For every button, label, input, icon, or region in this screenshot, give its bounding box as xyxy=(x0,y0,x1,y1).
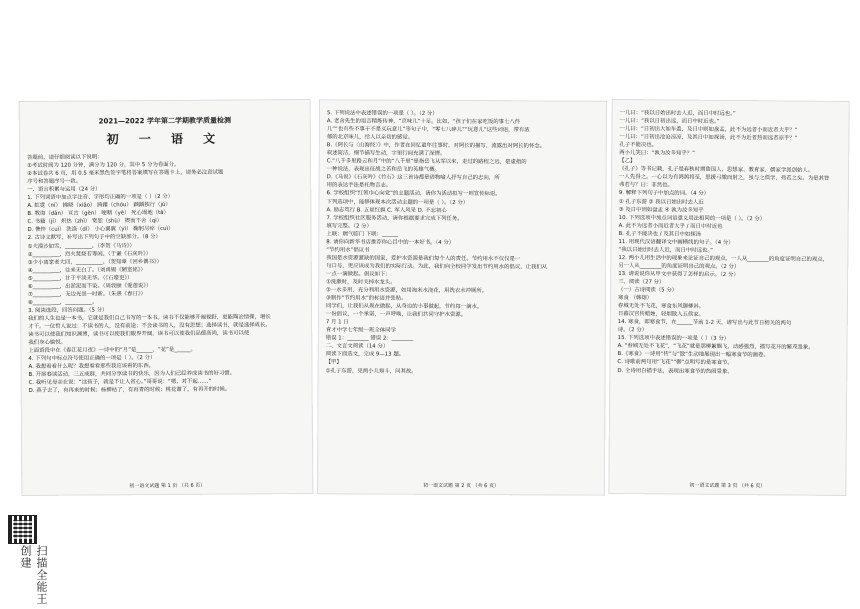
text-line: D. 燕子去了，有再来的时候；杨柳枯了，有再青的时候；桃花谢了，有再开的时候。 xyxy=(28,386,231,395)
page-3-content xyxy=(609,99,849,377)
text-line: A. 虹霓（ní） 拂晓（xiǎo） 踌躇（chóu） 踽踽独行（jǔ） xyxy=(27,202,171,210)
text-line: （一）古诗阅读（5 分） xyxy=(618,287,678,294)
page-1-footer: 初一语文试题 第 1 页 （共 6 页） xyxy=(129,482,206,490)
text-line: 两小儿笑曰：“孰为汝多知乎？” xyxy=(619,150,695,157)
text-line: B. 孔子不能决也 / 及其日中如探汤 xyxy=(618,230,702,238)
text-line: ③ 及日中则如盘盂 ④ 孰为汝多知乎 xyxy=(618,206,704,214)
text-line: 同学们，让我们从现在做起，从身边的小事做起，节约每一滴水。 xyxy=(325,303,483,311)
text-line: 我们的人生也是一本书，它就是我们自己书写的一本书。读书不仅能够开阔视野，更能陶冶情操，增长 xyxy=(28,314,271,322)
text-line: 一儿曰：“我以日始出时去人近，而日中时远也。” xyxy=(619,110,736,118)
exam-title: 2021—2022 学年第二学期教学质量检测 xyxy=(98,116,231,126)
text-line: 答题前，请仔细阅读以下说明： xyxy=(27,154,103,161)
text-line: 9. 解释下列句子中加点的词。（4 分） xyxy=(618,190,710,198)
text-line: 读书可以使我们知识渊博，读书可以使我们眼界开阔，读书可以使我们品德高尚，读书可以使 xyxy=(28,330,250,338)
text-line: ①考试时间为 120 分钟，满分为 120 分，其中 5 分为卷面分。 xyxy=(27,161,180,170)
text-line: C. 诗歌前两句用“飞花”“御”点明写的是寒食节。 xyxy=(617,359,733,367)
text-line: D.《马说》《石灰吟》《竹石》这三首诗都是借物喻人抒写自己的志向，所 xyxy=(326,174,500,182)
text-line: 7. 学校组织社区服务活动，请你根据要求完成下列任务。 xyxy=(326,214,463,222)
text-line: B.《阿长与〈山海经〉》中，作者在回忆童年往事时，对阿长的描写，流露出对阿长的怀念。 xyxy=(326,142,546,150)
text-line: C.“八千多里路云和月”中的“八千里”是指岳飞从军以来，走过的路程之远，是虚指的 xyxy=(326,158,527,166)
text-line: ⑤__________，甘于平淡无华。（《石壕吏》） xyxy=(27,274,133,282)
text-line: 我们身心愉悦。 xyxy=(28,339,67,347)
text-line: ⑧__________，__________。 xyxy=(28,299,98,306)
text-line: ③制作“节约用水”的标语并张贴。 xyxy=(325,295,407,302)
text-line: C. 书籍（jí） 炽热（zhì） 宽恕（shù） 锲而不舍（qì） xyxy=(27,218,163,226)
text-line: ②本试卷共 6 页，用 0.5 毫米黑色签字笔将答案填写在答题卡上，请务必注意试题 xyxy=(27,169,224,178)
text-line: 春城无处不飞花，寒食东风御柳斜。 xyxy=(617,303,705,310)
text-line: A. “春城无处不飞花”，“飞花”就是那柳絮飘飞，动感强烈，描写花开的繁茂景象。 xyxy=(617,343,814,352)
text-line: ①孔子东游，见两小儿辩斗，问其故。 xyxy=(325,367,417,375)
page-2-content xyxy=(318,99,607,376)
text-line: 日暮汉宫传蜡烛，轻烟散入五侯家。 xyxy=(617,311,705,318)
text-line: 育才中学七年级一班全体同学 xyxy=(325,327,396,334)
text-line: ⑥__________，出淤泥而不染。（周敦颐《爱莲说》） xyxy=(27,282,152,290)
text-line: 一点一滴做起。倡议如下： xyxy=(326,271,391,278)
text-line: 我国是水资源紧缺的国家，爱护水资源是我们每个人的责任。节约用水不仅仅是一 xyxy=(326,255,521,263)
text-line: D. 全诗用白描手法，表现出寒食节的热闹景象。 xyxy=(617,367,733,375)
text-line: 孔子不能决也。 xyxy=(619,142,658,149)
text-line: 三、阅读（27 分） xyxy=(618,279,665,286)
text-line: ②__________，烈火焚烧若等闲。（于谦《石灰吟》） xyxy=(27,250,152,258)
text-line: 一儿曰：“日初出沧沧凉凉，及其日中如探汤，此不为近者热而远者凉乎？” xyxy=(619,134,798,142)
text-line: 上面语段中在《春江花月夜》一诗中的“月”是______，“花”是______。 xyxy=(28,346,196,355)
text-line: D. 憔悴（cuì） 洗涤（dí） 小心翼翼（yì） 鞠躬尽瘁（cuì） xyxy=(27,226,174,234)
text-line: A. 此不为远者小而近者大乎 / 而日中时近也 xyxy=(618,222,723,230)
text-line: 2. 古诗文默写，补写出下列句子中的空缺部分。（8 分） xyxy=(27,234,161,242)
text-line: 15. 下列选项中表述错误的一项是（ ）（3 分） xyxy=(617,335,730,343)
text-line: ③少小离家老大回，__________。（贺知章《回乡偶书》） xyxy=(27,258,162,266)
text-line: 14. 寒食，即寒食节，在______节前 1-2 天，请写出与此节日相关的两句 xyxy=(617,319,792,327)
text-line: 二、文言文阅读（14 分） xyxy=(325,343,389,350)
text-line: ④__________，往来无白丁。（刘禹锡《陋室铭》） xyxy=(27,266,146,274)
text-line: 序号和答题序号一致。 xyxy=(27,178,82,186)
text-line: 一、语言积累与运用（24 分） xyxy=(27,186,101,194)
text-line: ⑦__________，无边光景一时新。（朱熹《春日》） xyxy=(27,290,147,298)
text-line: 错误 1：________ 错误 2：________ xyxy=(325,335,414,343)
text-line: 一儿曰：“我以日初出远，而日中时近也。” xyxy=(619,118,720,125)
text-line: A. 老舍先生的语言精炼传神，“京味儿”十足。比如，“孩子们在家吃饭的事七八件 xyxy=(326,118,521,126)
text-line: ①洗漱时，及时关掉水龙头。 xyxy=(326,279,396,286)
text-line: 寒食 （韩翃） xyxy=(617,295,653,302)
text-line: 郁的北京味儿，给人以亲切的感觉。 xyxy=(326,134,414,141)
text-line: 12. 两小儿用生活中的现象来论证自己的观点，一人从________的角度证明自己的观点， xyxy=(618,254,829,263)
text-line: 《孔子》等书记载，孔子是春秋时期鲁国人，思想家、教育家，儒家学派创始人。 xyxy=(619,166,814,175)
text-line: A. 我想看看什么呢？我想看看那些我应该看的东西。 xyxy=(28,363,155,371)
text-line: 下列选项中，能够体现本次活动主题的一项是（ ）。（2 分） xyxy=(326,198,469,206)
text-line: 儿”“也有些不事干不是买玩意儿”等句子中，“零七八碎儿”“玩意儿”这些词语，带有浓 xyxy=(326,126,530,134)
text-line: 6. 学校组织“红领巾心向党”的主题活动，请你为活动拟写一则宣传标语。 xyxy=(326,190,501,198)
text-line: 5. 下列说法中表述错误的一项是（ ）。（2 分） xyxy=(326,110,438,117)
text-line: 13. 请说说你从甲文中获得了怎样的启示。（2 分） xyxy=(618,270,739,279)
exam-page-3 xyxy=(608,99,849,496)
exam-page-1 xyxy=(19,99,314,496)
text-line: B.《寒食》一诗用“传”与“散”生动地展现出一幅寒食节的画卷。 xyxy=(617,351,769,359)
text-line: 10. 下列选项中加点词语意义用法相同的一项是（ ）。（2 分） xyxy=(618,214,766,222)
scanner-watermark: 扫描全能王 创建 xyxy=(19,545,48,605)
text-line: “我以日始出时去人近，而日中时远也。” xyxy=(618,246,713,254)
text-line: 用的表达手法是托物言志。 xyxy=(326,182,392,190)
page-1-content xyxy=(19,99,313,395)
text-line: 8. 请你向新华书店推荐你心目中的一本好书。（4 分） xyxy=(326,239,455,246)
text-line: 一儿曰：“日初出大如车盖，及日中则如盘盂，此不为远者小而近者大乎？” xyxy=(619,126,798,134)
text-line: 11. 用现代汉语翻译文中画横线的句子。（4 分） xyxy=(618,238,734,246)
page-3-text xyxy=(617,109,841,376)
text-line: 才干。一位哲人说过：不读书的人，没有前途；不会读书的人，没有思想；选择读书，就是选择成长。 xyxy=(28,322,271,330)
text-line: 1. 下列词语中加点字注音、字形均正确的一项是（ ）（2 分） xyxy=(27,194,174,202)
text-line: ①大漠沙如雪，__________。（李贺《马诗》） xyxy=(27,242,135,250)
text-line: B. 开展春读活动，三五成群，共同分享读书的快乐，因为人们已经养成读书的好习惯。 xyxy=(28,370,236,379)
text-line: 7 月 1 日 xyxy=(325,319,349,326)
text-line: 一种说法，表现出征战之苦和岳飞的英雄气概。 xyxy=(326,166,440,174)
text-line: “节约用水”倡议书 xyxy=(326,247,370,254)
text-line: 叙述简洁，细节描写生动，字里行间充满了深情。 xyxy=(326,150,446,158)
text-line: 另一人从________的角度证明自己的观点。（2 分） xyxy=(618,262,740,270)
text-line: 4. 下列句中标点符号使用正确的一项是（ ）。（2 分） xyxy=(28,355,156,363)
text-line: 阅读下面选文，完成 9—13 题。 xyxy=(325,351,405,359)
page-2-footer: 初一语文试题 第 2 页 （共 6 页） xyxy=(423,482,499,490)
exam-page-2 xyxy=(317,99,607,496)
text-line: 上联：瑞气临门 下联：______ xyxy=(326,230,399,238)
page-3-footer: 初一语文试题 第 3 页 （共 6 页） xyxy=(689,482,766,490)
text-line: 一人先得之。一心以为有鸿鹄将至，思援弓缴而射之，虽与之俱学，弗若之矣。为是其智 xyxy=(619,174,830,183)
text-line: ① 孔子东游 ② 我以日始出时去人近 xyxy=(618,198,704,206)
text-line: 一份倡议，一个承诺，一声呼唤，让我们共同守护水资源。 xyxy=(325,311,467,319)
page-1-text xyxy=(27,152,305,395)
text-line: B. 教诲（dǎn） 亘古（gèn） 哽咽（yè） 死心塌地（tā） xyxy=(27,210,169,218)
text-line: C. 我听见母亲在说：“这孩子，就是不让人省心。”哥哥说：“嗯，对不起……” xyxy=(28,378,212,387)
text-line: 【甲】 xyxy=(325,359,342,366)
text-line: A. 励志笃行 B. 五星红旗 C. 军人风采 D. 不忘初心 xyxy=(326,206,447,214)
text-line: 填写完整。（2 分） xyxy=(326,222,372,230)
text-line: ②一水多用，充分利用水资源，如用淘米水浇花，用洗衣水冲厕所。 xyxy=(326,287,488,295)
text-line: 3. 阅读选段，回答问题。（5 分） xyxy=(28,307,108,314)
text-line: 句口号，更应该成为我们的实际行动。为此，我们向全校同学发出节约用水的倡议，让我们从 xyxy=(326,263,548,271)
text-line: 诗。（2 分） xyxy=(617,327,648,334)
page-2-text xyxy=(326,109,599,376)
qr-code-icon xyxy=(8,515,37,544)
text-line: 【乙】 xyxy=(619,158,636,165)
exam-subject: 初 一 语 文 xyxy=(106,131,224,147)
text-line: 弗若与？曰：非然也。 xyxy=(618,182,673,189)
